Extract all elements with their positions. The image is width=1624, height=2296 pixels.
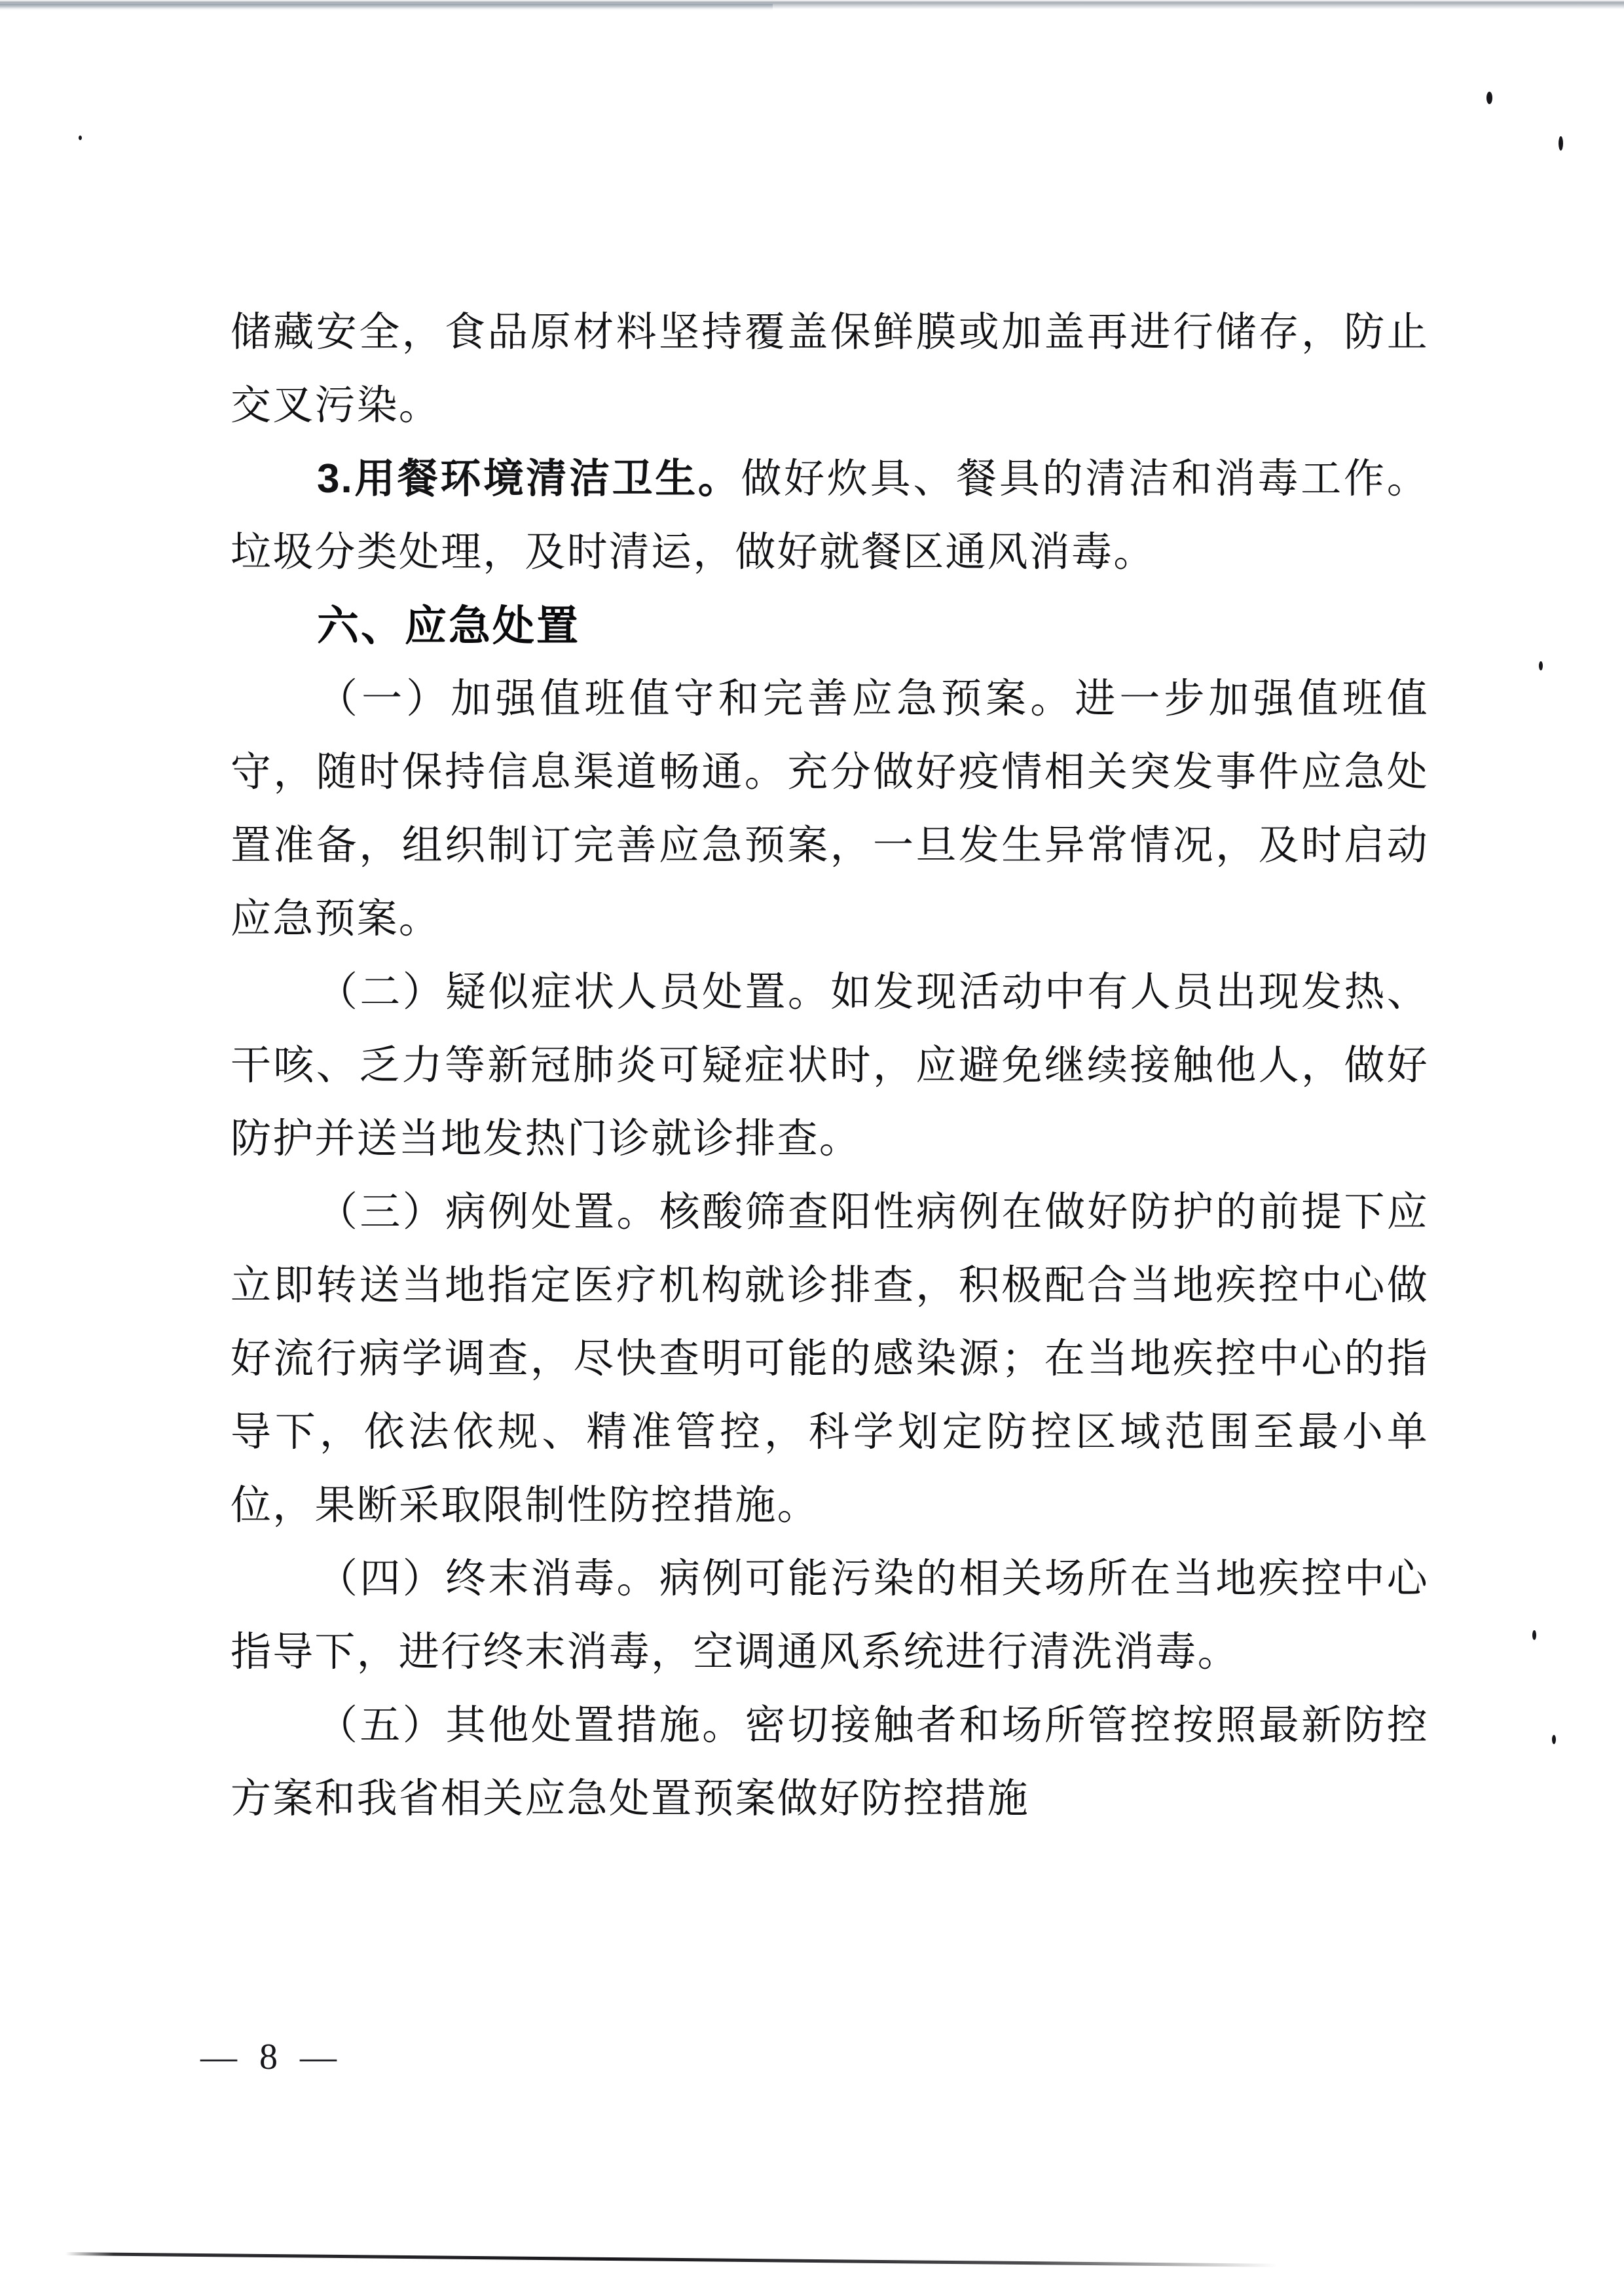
scan-edge-shadow-top-secondary <box>0 4 773 10</box>
paragraph-storage-safety: 储藏安全，食品原材料坚持覆盖保鲜膜或加盖再进行储存，防止交叉污染。 <box>231 310 1429 428</box>
paragraph-sub-four-terminal-disinfection: （四）终末消毒。病例可能污染的相关场所在当地疾控中心指导下，进行终末消毒，空调通风系统进行清洗消毒。 <box>231 1557 1429 1675</box>
paragraph-sub-three-case-handling: （三）病例处置。核酸筛查阳性病例在做好防护的前提下应立即转送当地指定医疗机构就诊排查，积极配合当地疾控中心做好流行病学调查，尽快查明可能的感染源；在当地疾控中心的指导下，依法依规、精准管控，科学划定防控区域范围至最小单位，果断采取限制性防控措施。 <box>231 1190 1429 1528</box>
page-number: — 8 — <box>200 2037 343 2077</box>
ink-speck <box>1552 1735 1556 1744</box>
item-3-body-text: 做好炊具、餐具的清洁和消毒工作。垃圾分类处理，及时清运，做好就餐区通风消毒。 <box>231 457 1429 575</box>
ink-speck <box>1559 136 1563 151</box>
ink-speck <box>1486 92 1492 104</box>
paragraph-sub-one-duty-and-emergency-plan: （一）加强值班值守和完善应急预案。进一步加强值班值守，随时保持信息渠道畅通。充分做好疫情相关突发事件应急处置准备，组织制订完善应急预案，一旦发生异常情况，及时启动应急预案。 <box>231 677 1429 941</box>
ink-speck <box>79 136 82 140</box>
section-heading-six: 六、应急处置 <box>317 602 580 649</box>
ink-speck <box>1532 1630 1536 1640</box>
paragraph-item-3-dining-environment <box>231 443 1429 589</box>
paragraph-sub-two-suspected-symptom-handling: （二）疑似症状人员处置。如发现活动中有人员出现发热、干咳、乏力等新冠肺炎可疑症状时，应避免继续接触他人，做好防护并送当地发热门诊就诊排查。 <box>231 970 1429 1161</box>
scan-edge-line-bottom <box>65 2252 1277 2267</box>
ink-speck <box>1539 661 1543 670</box>
item-3-lead-label: 3.用餐环境清洁卫生。 <box>317 456 741 501</box>
paragraph-sub-five-other-measures: （五）其他处置措施。密切接触者和场所管控按照最新防控方案和我省相关应急处置预案做好防控措施 <box>231 1704 1429 1821</box>
